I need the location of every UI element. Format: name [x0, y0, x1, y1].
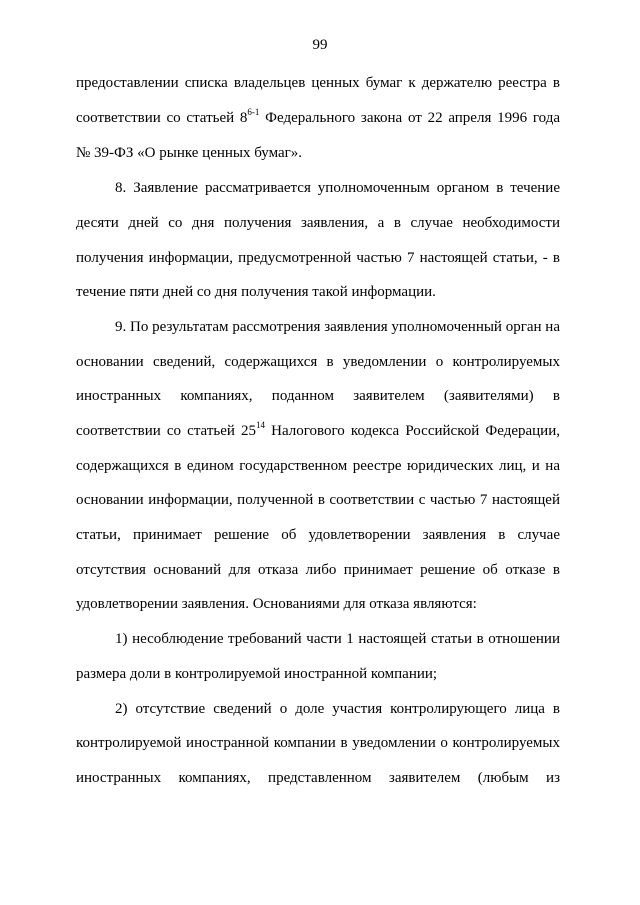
text-line: содержащихся в едином государственном реестре юридических лиц, и на: [76, 458, 560, 474]
line-text-post: Налогового кодекса Российской Федерации,: [265, 423, 560, 439]
paragraph-first-line: 1) несоблюдение требований части 1 настоящей статьи в отношении: [115, 631, 560, 647]
text-line: основании информации, полученной в соответствии с частью 7 настоящей: [76, 492, 560, 508]
text-line: основании сведений, содержащихся в уведомлении о контролируемых: [76, 354, 560, 370]
line-text-pre: соответствии со статьей 25: [76, 423, 257, 439]
text-line: получения информации, предусмотренной частью 7 настоящей статьи, - в: [76, 250, 560, 266]
paragraph-first-line: 8. Заявление рассматривается уполномоченным органом в течение: [115, 180, 560, 196]
text-line: удовлетворении заявления. Основаниями для отказа являются:: [76, 596, 477, 612]
paragraph-first-line: 9. По результатам рассмотрения заявления уполномоченный орган на: [115, 319, 560, 335]
text-line: статьи, принимает решение об удовлетворении заявления в случае: [76, 527, 560, 543]
text-line: отсутствия оснований для отказа либо принимает решение об отказе в: [76, 562, 560, 578]
article-superscript: 6-1: [247, 107, 260, 117]
article-superscript: 14: [256, 420, 266, 430]
paragraph-first-line: 2) отсутствие сведений о доле участия контролирующего лица в: [115, 701, 560, 717]
text-line: [76, 422, 560, 440]
text-line: № 39-ФЗ «О рынке ценных бумаг».: [76, 145, 303, 161]
text-line: иностранных компаниях, представленном заявителем (любым из: [76, 770, 560, 786]
text-line: десяти дней со дня получения заявления, а в случае необходимости: [76, 215, 560, 231]
text-line: [76, 109, 560, 127]
text-line: контролируемой иностранной компании в уведомлении о контролируемых: [76, 735, 560, 751]
text-line: размера доли в контролируемой иностранной компании;: [76, 666, 438, 682]
text-line: течение пяти дней со дня получения такой информации.: [76, 284, 436, 300]
text-line: предоставлении списка владельцев ценных бумаг к держателю реестра в: [76, 75, 560, 91]
line-text-post: Федерального закона от 22 апреля 1996 года: [259, 110, 560, 126]
text-line: иностранных компаниях, поданном заявителем (заявителями) в: [76, 388, 560, 404]
line-text-pre: соответствии со статьей 8: [76, 110, 248, 126]
page-number: 99: [312, 37, 328, 53]
